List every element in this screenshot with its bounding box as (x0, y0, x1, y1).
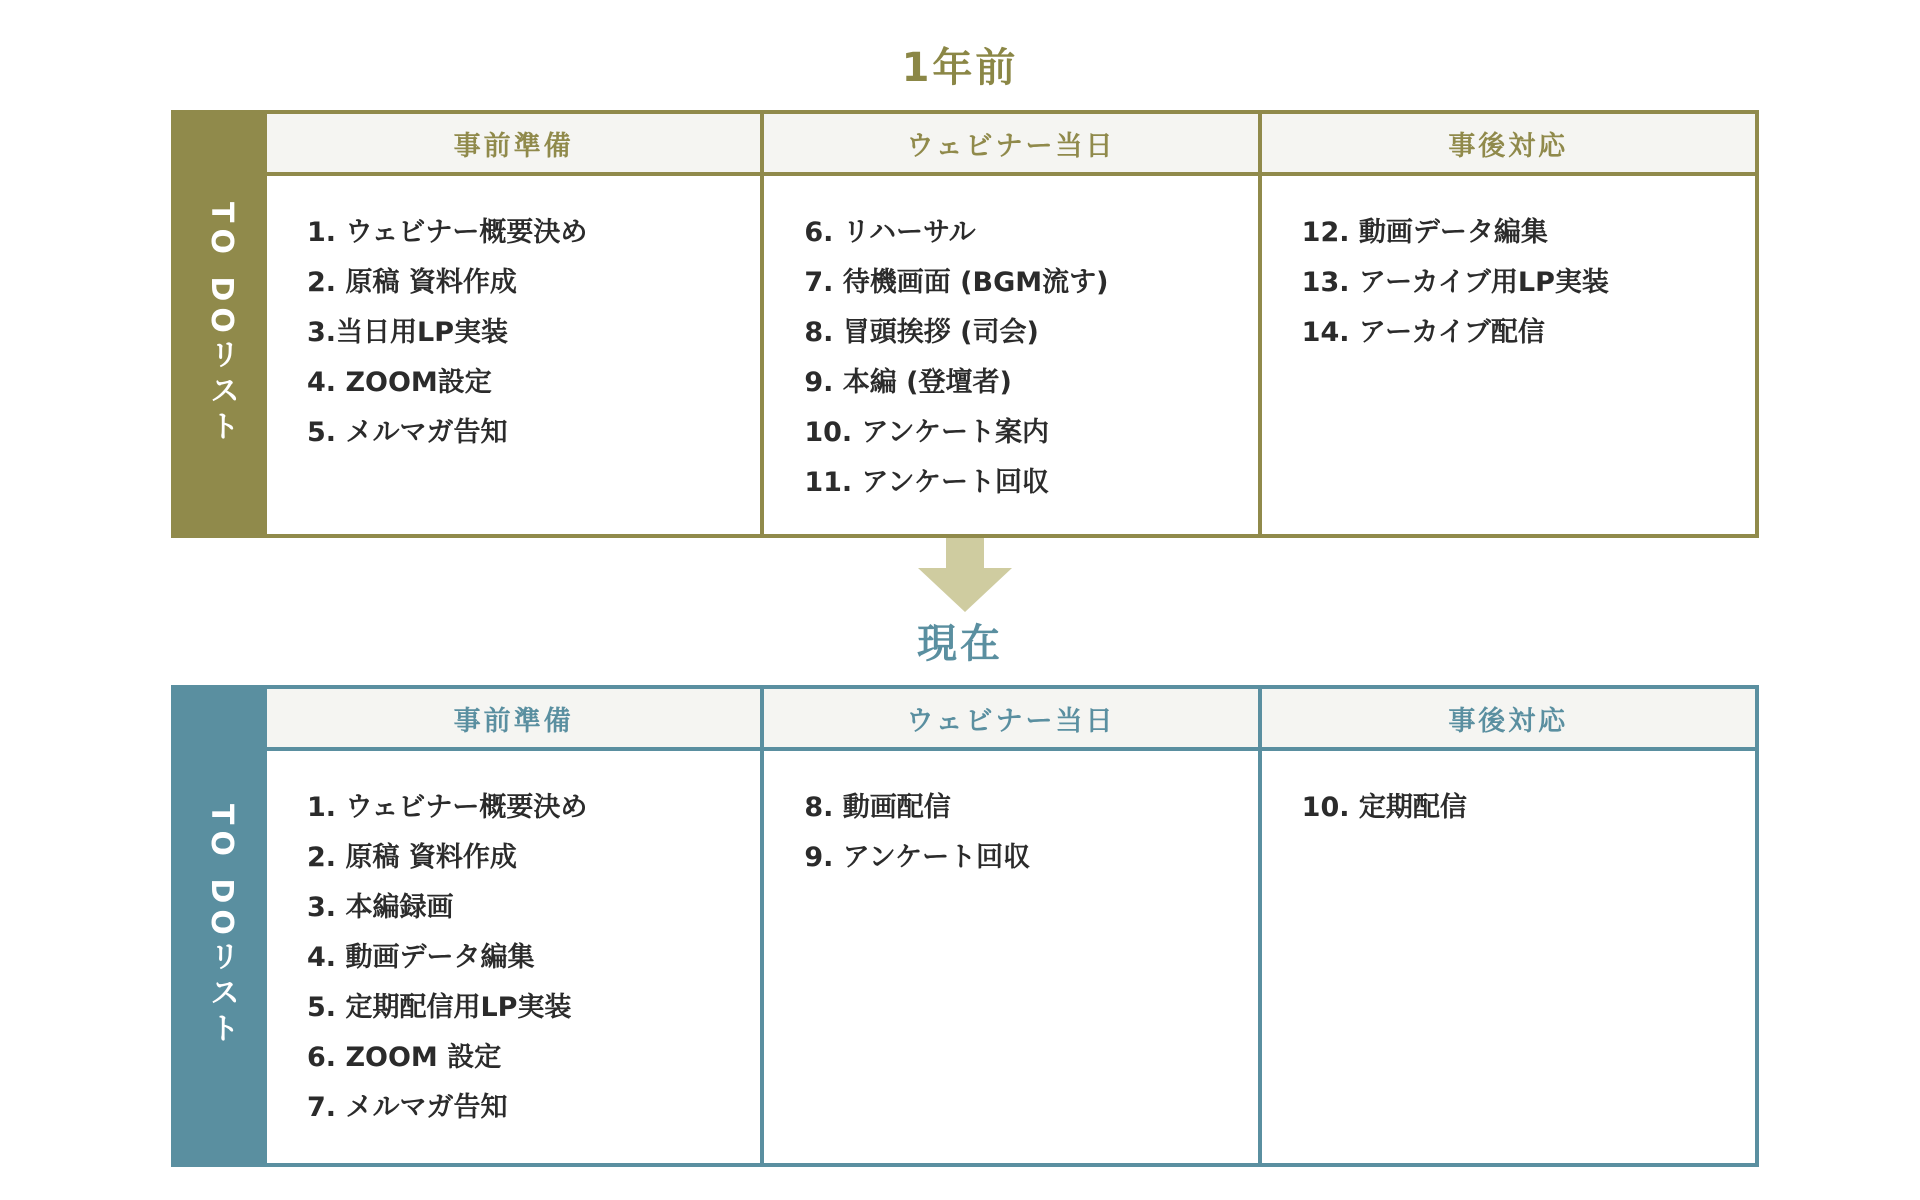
side-label-text: TO DOリスト (204, 803, 239, 1049)
arrow-down-shape (918, 538, 1012, 612)
section-title-before: 1年前 (901, 45, 1019, 91)
column-event-day (760, 689, 1257, 1163)
column-follow-up (1258, 114, 1755, 534)
list-item: 7. 待機画面 (BGM流す) (804, 267, 1109, 298)
column-header: 事後対応 (1262, 114, 1755, 176)
todo-list (804, 783, 1257, 883)
todo-list (1302, 208, 1755, 358)
list-item: 8. 動画配信 (804, 792, 951, 823)
todo-list (1302, 783, 1755, 833)
list-item: 10. 定期配信 (1301, 792, 1467, 823)
list-item: 6. ZOOM 設定 (307, 1042, 502, 1073)
side-label-todo-list (175, 114, 267, 534)
list-item: 7. メルマガ告知 (307, 1092, 508, 1123)
section-title-current: 現在 (917, 621, 1003, 667)
todo-list (307, 783, 760, 1133)
todo-list (804, 208, 1257, 508)
list-item: 3.当日用LP実装 (307, 317, 509, 348)
column-header: 事前準備 (267, 689, 760, 751)
list-item: 4. ZOOM設定 (307, 367, 492, 398)
column-body (764, 751, 1257, 1163)
columns (267, 689, 1755, 1163)
list-item: 11. アンケート回収 (804, 467, 1049, 498)
list-item: 12. 動画データ編集 (1301, 217, 1548, 248)
todo-table-current (171, 685, 1759, 1167)
column-body (267, 176, 760, 534)
list-item: 10. アンケート案内 (804, 417, 1049, 448)
column-preparation (267, 114, 760, 534)
list-item: 14. アーカイブ配信 (1301, 317, 1545, 348)
list-item: 8. 冒頭挨拶 (司会) (804, 317, 1039, 348)
list-item: 6. リハーサル (804, 217, 976, 248)
arrow-down-icon (918, 538, 1012, 612)
column-body (267, 751, 760, 1163)
column-event-day (760, 114, 1257, 534)
list-item: 4. 動画データ編集 (307, 942, 535, 973)
list-item: 9. 本編 (登壇者) (804, 367, 1012, 398)
list-item: 1. ウェビナー概要決め (307, 217, 588, 248)
list-item: 3. 本編録画 (307, 892, 454, 923)
column-header: ウェビナー当日 (764, 689, 1257, 751)
column-preparation (267, 689, 760, 1163)
side-label-text: TO DOリスト (204, 201, 239, 447)
list-item: 9. アンケート回収 (804, 842, 1031, 873)
todo-list (307, 208, 760, 458)
list-item: 5. メルマガ告知 (307, 417, 508, 448)
column-follow-up (1258, 689, 1755, 1163)
list-item: 2. 原稿 資料作成 (307, 267, 517, 298)
column-header: 事前準備 (267, 114, 760, 176)
columns (267, 114, 1755, 534)
column-body (1262, 751, 1755, 1163)
list-item: 1. ウェビナー概要決め (307, 792, 588, 823)
list-item: 2. 原稿 資料作成 (307, 842, 517, 873)
side-label-todo-list (175, 689, 267, 1163)
column-header: 事後対応 (1262, 689, 1755, 751)
column-header: ウェビナー当日 (764, 114, 1257, 176)
column-body (1262, 176, 1755, 534)
list-item: 5. 定期配信用LP実装 (307, 992, 572, 1023)
list-item: 13. アーカイブ用LP実装 (1301, 267, 1609, 298)
todo-table-before (171, 110, 1759, 538)
column-body (764, 176, 1257, 534)
